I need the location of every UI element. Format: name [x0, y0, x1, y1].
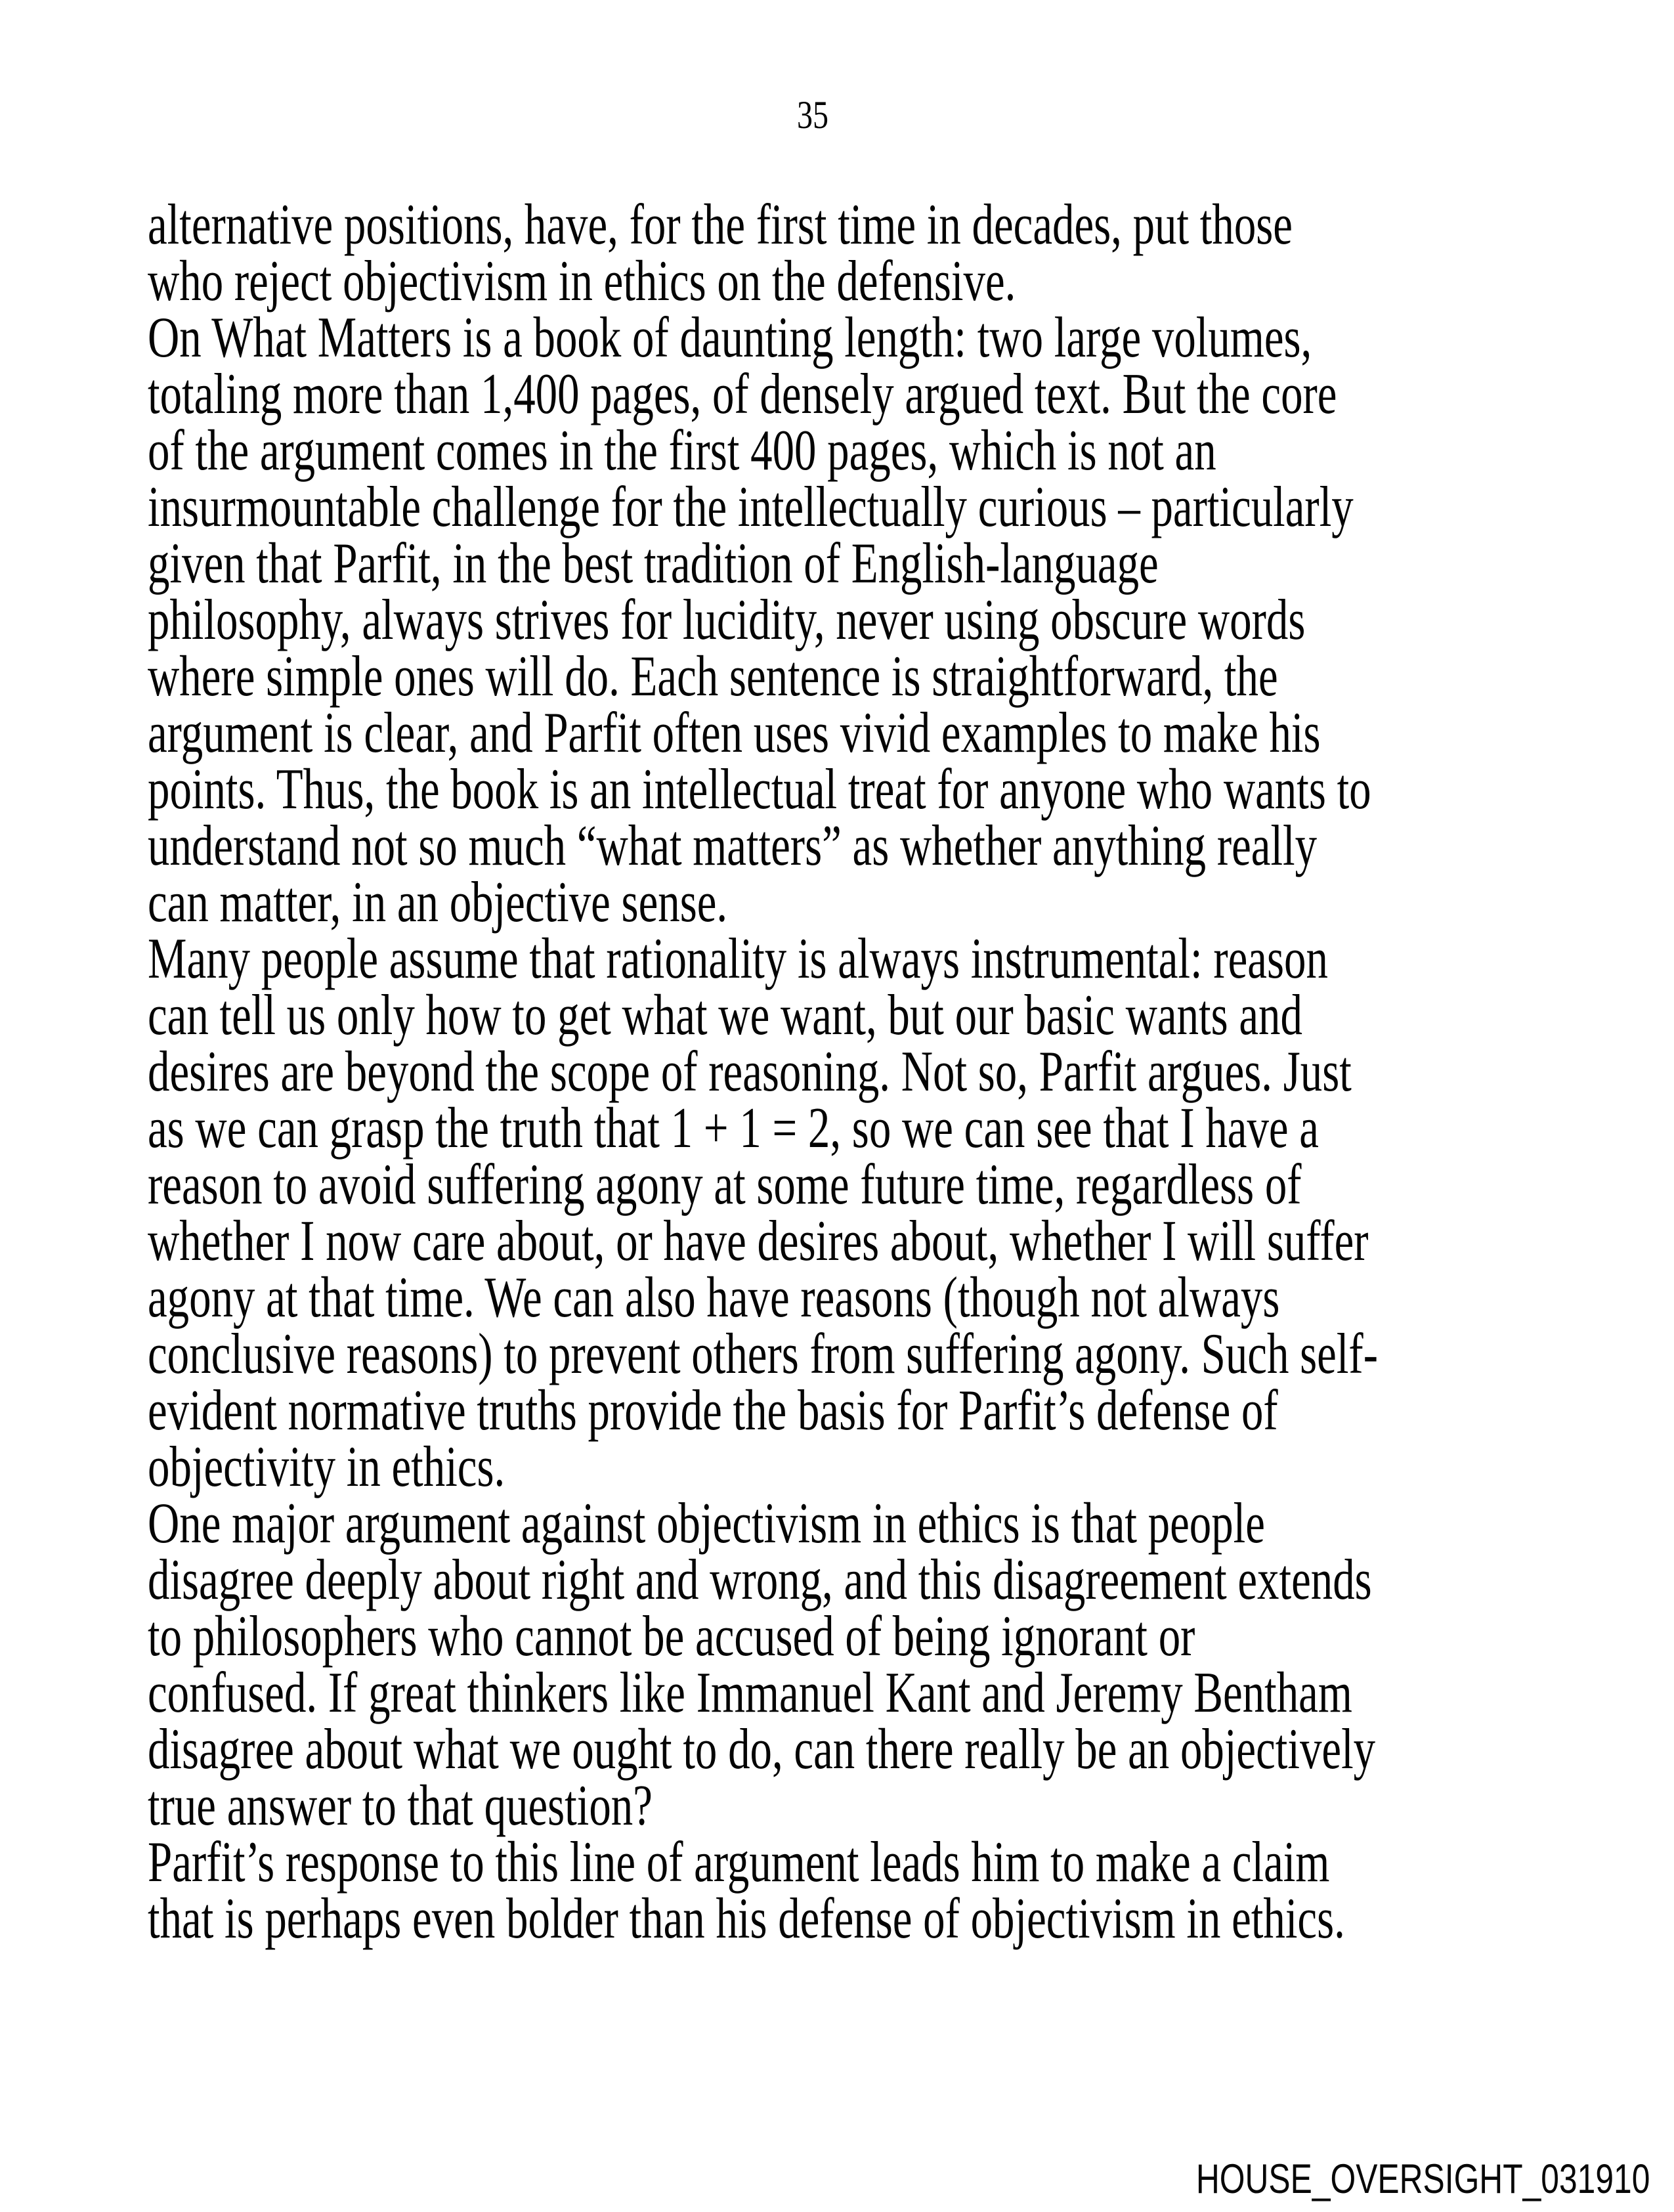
- bates-stamp: HOUSE_OVERSIGHT_031910: [1195, 2156, 1650, 2202]
- text-line: of the argument comes in the first 400 pages, which is not an: [148, 419, 1216, 483]
- text-line: that is perhaps even bolder than his defense of objectivism in ethics.: [148, 1887, 1345, 1951]
- text-line: Many people assume that rationality is always instrumental: reason: [148, 927, 1328, 991]
- text-line: conclusive reasons) to prevent others from suffering agony. Such self-: [148, 1322, 1378, 1386]
- text-line: can tell us only how to get what we want, but our basic wants and: [148, 984, 1302, 1047]
- text-line: philosophy, always strives for lucidity, never using obscure words: [148, 588, 1306, 652]
- text-line: can matter, in an objective sense.: [148, 871, 728, 934]
- text-line: true answer to that question?: [148, 1774, 653, 1838]
- text-line: reason to avoid suffering agony at some future time, regardless of: [148, 1153, 1302, 1217]
- text-line: evident normative truths provide the basis for Parfit’s defense of: [148, 1379, 1278, 1442]
- text-line: disagree deeply about right and wrong, and this disagreement extends: [148, 1548, 1372, 1612]
- text-line: who reject objectivism in ethics on the defensive.: [148, 249, 1016, 313]
- text-line: On What Matters is a book of daunting length: two large volumes,: [148, 306, 1312, 370]
- text-line: understand not so much “what matters” as whether anything really: [148, 814, 1318, 878]
- text-line: whether I now care about, or have desires about, whether I will suffer: [148, 1209, 1369, 1273]
- text-line: points. Thus, the book is an intellectual treat for anyone who wants to: [148, 758, 1371, 821]
- text-line: desires are beyond the scope of reasoning. Not so, Parfit argues. Just: [148, 1040, 1352, 1104]
- text-line: One major argument against objectivism in ethics is that people: [148, 1492, 1265, 1555]
- text-line: as we can grasp the truth that 1 + 1 = 2, so we can see that I have a: [148, 1096, 1319, 1160]
- text-line: where simple ones will do. Each sentence is straightforward, the: [148, 645, 1278, 708]
- text-line: argument is clear, and Parfit often uses vivid examples to make his: [148, 701, 1321, 765]
- text-line: Parfit’s response to this line of argument leads him to make a claim: [148, 1831, 1330, 1894]
- text-line: alternative positions, have, for the first time in decades, put those: [148, 193, 1293, 257]
- text-line: to philosophers who cannot be accused of being ignorant or: [148, 1605, 1195, 1668]
- text-line: insurmountable challenge for the intellectually curious – particularly: [148, 475, 1354, 539]
- text-line: totaling more than 1,400 pages, of densely argued text. But the core: [148, 362, 1337, 426]
- page-number: 35: [797, 93, 828, 137]
- text-line: agony at that time. We can also have reasons (though not always: [148, 1266, 1280, 1330]
- text-line: objectivity in ethics.: [148, 1435, 505, 1499]
- text-line: confused. If great thinkers like Immanuel Kant and Jeremy Bentham: [148, 1661, 1352, 1725]
- text-line: given that Parfit, in the best tradition of English-language: [148, 532, 1159, 596]
- text-line: disagree about what we ought to do, can there really be an objectively: [148, 1718, 1376, 1781]
- body-text: [148, 193, 1592, 1951]
